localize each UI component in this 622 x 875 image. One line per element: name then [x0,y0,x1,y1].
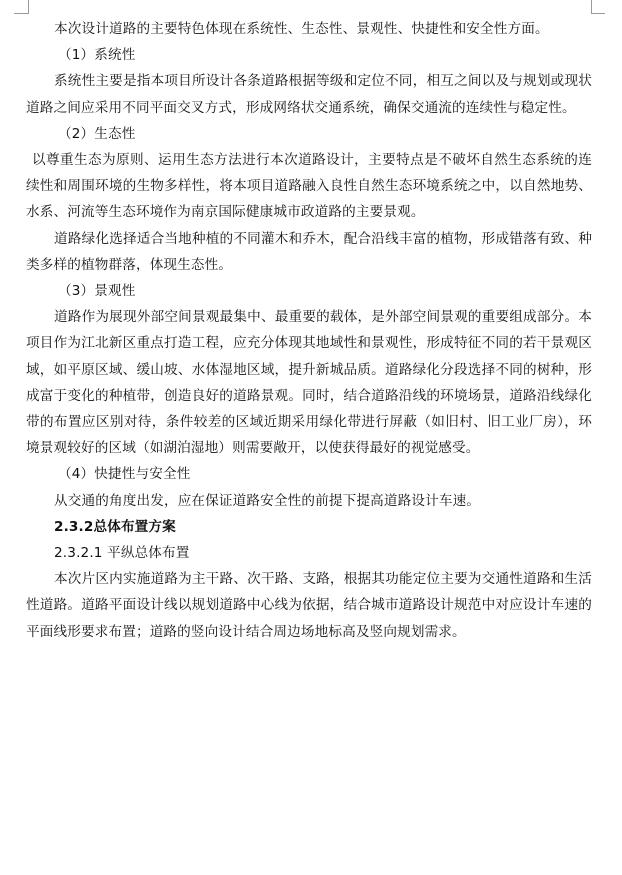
document-body [26,16,592,645]
paragraph-systematic: 系统性主要是指本项目所设计各条道路根据等级和定位不同，相互之间以及与规划或现状道路之间应采用不同平面交叉方式，形成网络状交通系统，确保交通流的连续性与稳定性。 [26,73,592,116]
intro-paragraph: 本次设计道路的主要特色体现在系统性、生态性、景观性、快捷性和安全性方面。 [54,21,549,37]
section-title-overall-layout: 2.3.2总体布置方案 [54,518,176,535]
heading-landscape: （3）景观性 [58,283,136,300]
paragraph-landscape: 道路作为展现外部空间景观最集中、最重要的载体，是外部空间景观的重要组成部分。本项目作为江北新区重点打造工程，应充分体现其地域性和景观性，形成特征不同的若干景观区域，如平原区域、缓山坡、水体湿地区域，提升新城品质。道路绿化分段选择不同的树种，形成富于变化的种植带，创造良好的道路景观。同时，结合道路沿线的环境场景，道路沿线绿化带的布置应区别对待，条件较差的区域近期采用绿化带进行屏蔽（如旧村、旧工业厂房），环境景观较好的区域（如湖泊湿地）则需要敞开，以使获得最好的视觉感受。 [26,309,592,457]
crop-mark-top-right-vertical [591,0,592,14]
crop-mark-top-right-horizontal [591,13,605,14]
heading-systematic: （1）系统性 [58,47,136,64]
crop-mark-top-left-vertical [28,0,29,14]
heading-ecological: （2）生态性 [58,125,136,142]
crop-mark-top-left-horizontal [14,13,28,14]
subsection-title-plan-profile: 2.3.2.1 平纵总体布置 [54,545,190,562]
paragraph-greening: 道路绿化选择适合当地种植的不同灌木和乔木，配合沿线丰富的植物，形成错落有致、种类多样的植物群落，体现生态性。 [26,230,592,273]
paragraph-ecological: 以尊重生态为原则、运用生态方法进行本次道路设计，主要特点是不破坏自然生态系统的连续性和周围环境的生物多样性，将本项目道路融入良性自然生态环境系统之中，以自然地势、水系、河流等生态环境作为南京国际健康城市政道路的主要景观。 [26,152,592,221]
heading-speed-safety: （4）快捷性与安全性 [58,466,191,483]
paragraph-plan-profile: 本次片区内实施道路为主干路、次干路、支路，根据其功能定位主要为交通性道路和生活性道路。道路平面设计线以规划道路中心线为依据，结合城市道路设计规范中对应设计车速的平面线形要求布置；道路的竖向设计结合周边场地标高及竖向规划需求。 [26,571,592,640]
paragraph-speed-safety: 从交通的角度出发，应在保证道路安全性的前提下提高道路设计车速。 [54,492,481,509]
